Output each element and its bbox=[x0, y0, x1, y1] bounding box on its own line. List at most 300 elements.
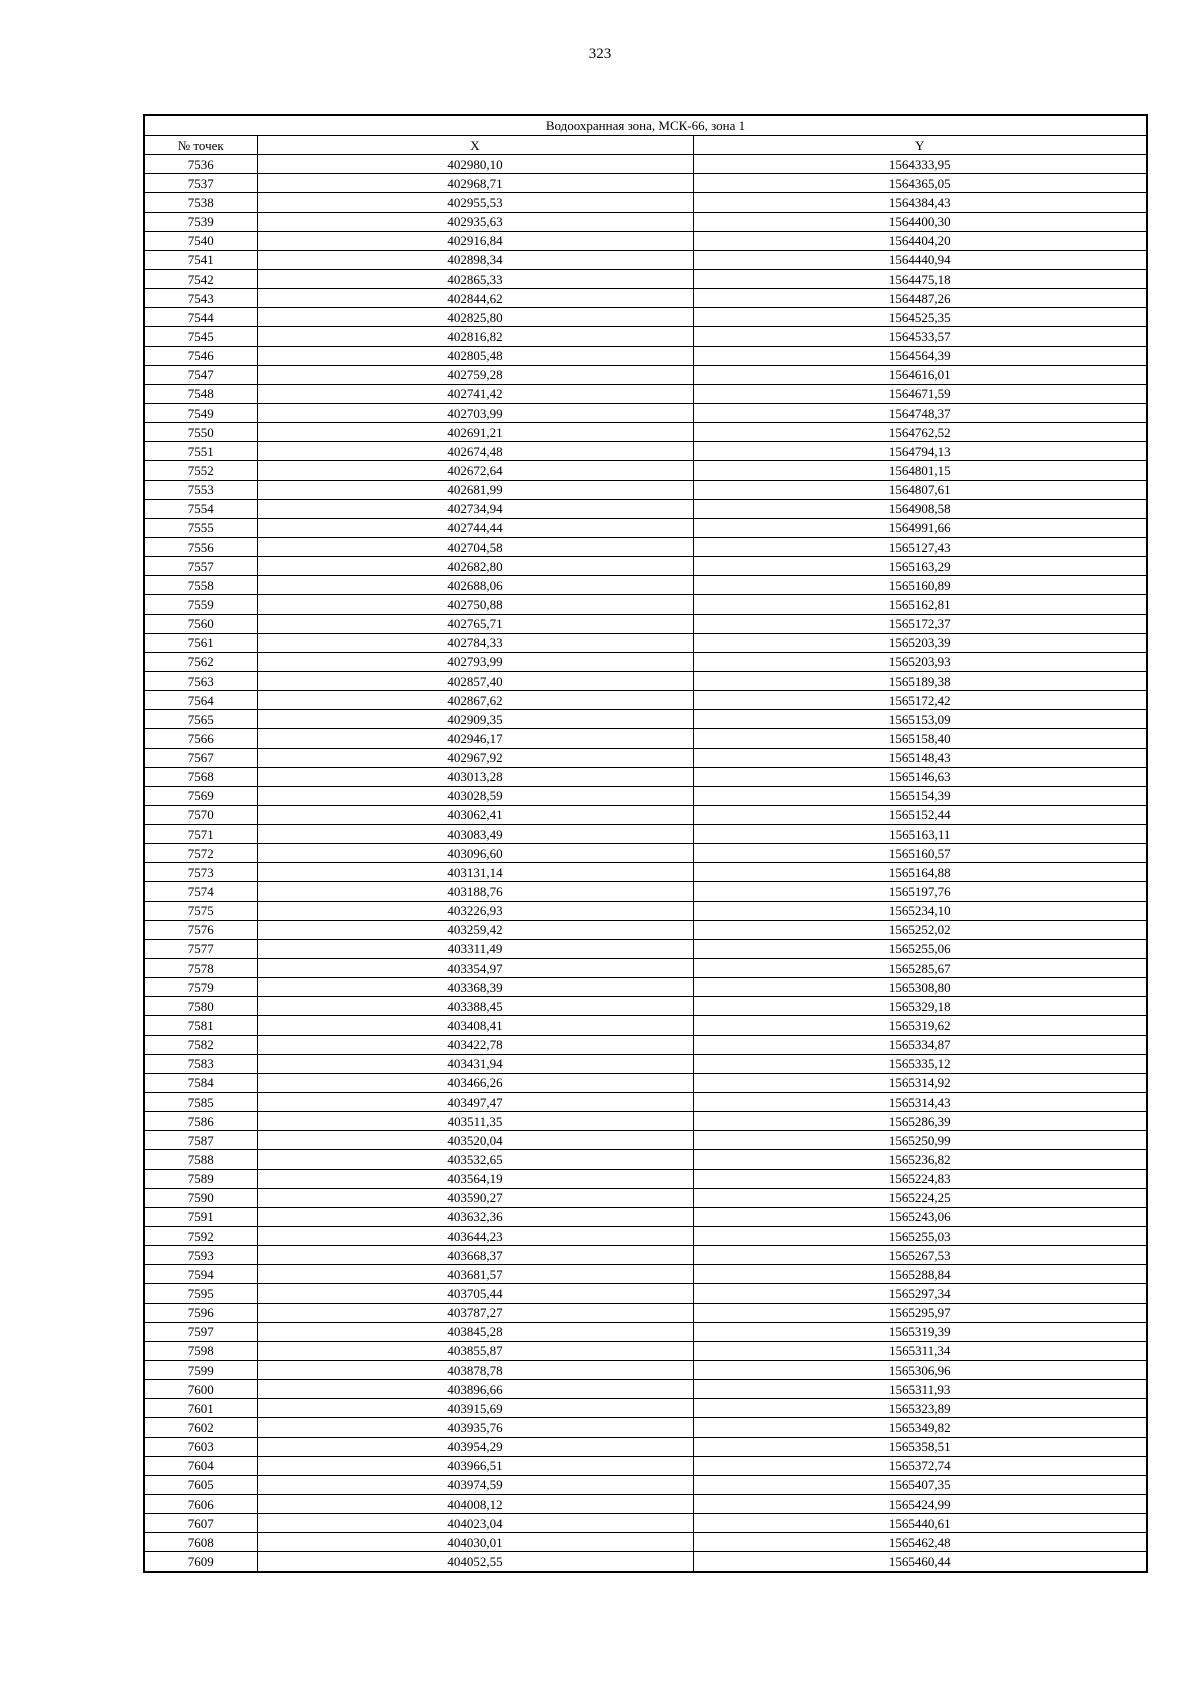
table-row bbox=[144, 557, 1147, 576]
y-coordinate-cell: 1565349,82 bbox=[693, 1418, 1147, 1437]
y-coordinate-cell: 1565255,06 bbox=[693, 939, 1147, 958]
x-coordinate-cell: 402946,17 bbox=[257, 729, 693, 748]
x-coordinate-cell: 402967,92 bbox=[257, 748, 693, 767]
header-y: Y bbox=[693, 136, 1147, 155]
y-coordinate-cell: 1564671,59 bbox=[693, 384, 1147, 403]
y-coordinate-cell: 1565372,74 bbox=[693, 1456, 1147, 1475]
table-row bbox=[144, 1169, 1147, 1188]
x-coordinate-cell: 402744,44 bbox=[257, 518, 693, 537]
point-number-cell: 7579 bbox=[144, 978, 257, 997]
y-coordinate-cell: 1564807,61 bbox=[693, 480, 1147, 499]
point-number-cell: 7600 bbox=[144, 1380, 257, 1399]
point-number-cell: 7538 bbox=[144, 193, 257, 212]
x-coordinate-cell: 403013,28 bbox=[257, 767, 693, 786]
y-coordinate-cell: 1565153,09 bbox=[693, 710, 1147, 729]
point-number-cell: 7562 bbox=[144, 652, 257, 671]
y-coordinate-cell: 1565335,12 bbox=[693, 1054, 1147, 1073]
point-number-cell: 7565 bbox=[144, 710, 257, 729]
point-number-cell: 7568 bbox=[144, 767, 257, 786]
point-number-cell: 7548 bbox=[144, 384, 257, 403]
y-coordinate-cell: 1565158,40 bbox=[693, 729, 1147, 748]
y-coordinate-cell: 1564333,95 bbox=[693, 155, 1147, 174]
table-row bbox=[144, 1035, 1147, 1054]
point-number-cell: 7541 bbox=[144, 250, 257, 269]
point-number-cell: 7587 bbox=[144, 1131, 257, 1150]
y-coordinate-cell: 1565127,43 bbox=[693, 537, 1147, 556]
table-row bbox=[144, 193, 1147, 212]
x-coordinate-cell: 403915,69 bbox=[257, 1399, 693, 1418]
point-number-cell: 7599 bbox=[144, 1361, 257, 1380]
table-row bbox=[144, 423, 1147, 442]
y-coordinate-cell: 1565252,02 bbox=[693, 920, 1147, 939]
table-caption: Водоохранная зона, МСК-66, зона 1 bbox=[144, 115, 1147, 136]
point-number-cell: 7580 bbox=[144, 997, 257, 1016]
y-coordinate-cell: 1565224,83 bbox=[693, 1169, 1147, 1188]
point-number-cell: 7554 bbox=[144, 499, 257, 518]
point-number-cell: 7608 bbox=[144, 1533, 257, 1552]
table-row bbox=[144, 1207, 1147, 1226]
y-coordinate-cell: 1565440,61 bbox=[693, 1514, 1147, 1533]
x-coordinate-cell: 402793,99 bbox=[257, 652, 693, 671]
point-number-cell: 7606 bbox=[144, 1494, 257, 1513]
point-number-cell: 7573 bbox=[144, 863, 257, 882]
point-number-cell: 7536 bbox=[144, 155, 257, 174]
table-row bbox=[144, 174, 1147, 193]
table-row bbox=[144, 1150, 1147, 1169]
point-number-cell: 7543 bbox=[144, 289, 257, 308]
table-row bbox=[144, 289, 1147, 308]
x-coordinate-cell: 403431,94 bbox=[257, 1054, 693, 1073]
header-point-number: № точек bbox=[144, 136, 257, 155]
y-coordinate-cell: 1565424,99 bbox=[693, 1494, 1147, 1513]
x-coordinate-cell: 403532,65 bbox=[257, 1150, 693, 1169]
table-row bbox=[144, 1380, 1147, 1399]
table-row bbox=[144, 1112, 1147, 1131]
table-row bbox=[144, 1322, 1147, 1341]
y-coordinate-cell: 1565152,44 bbox=[693, 805, 1147, 824]
table-row bbox=[144, 1399, 1147, 1418]
table-row bbox=[144, 1361, 1147, 1380]
x-coordinate-cell: 403974,59 bbox=[257, 1475, 693, 1494]
point-number-cell: 7571 bbox=[144, 825, 257, 844]
table-row bbox=[144, 729, 1147, 748]
table-row bbox=[144, 805, 1147, 824]
y-coordinate-cell: 1565319,39 bbox=[693, 1322, 1147, 1341]
table-row bbox=[144, 671, 1147, 690]
table-row bbox=[144, 1016, 1147, 1035]
y-coordinate-cell: 1565311,93 bbox=[693, 1380, 1147, 1399]
point-number-cell: 7563 bbox=[144, 671, 257, 690]
table-row bbox=[144, 1093, 1147, 1112]
x-coordinate-cell: 404008,12 bbox=[257, 1494, 693, 1513]
y-coordinate-cell: 1565163,11 bbox=[693, 825, 1147, 844]
x-coordinate-cell: 403564,19 bbox=[257, 1169, 693, 1188]
table-row bbox=[144, 825, 1147, 844]
y-coordinate-cell: 1564487,26 bbox=[693, 289, 1147, 308]
y-coordinate-cell: 1565243,06 bbox=[693, 1207, 1147, 1226]
table-row bbox=[144, 1054, 1147, 1073]
x-coordinate-cell: 403845,28 bbox=[257, 1322, 693, 1341]
x-coordinate-cell: 403062,41 bbox=[257, 805, 693, 824]
point-number-cell: 7591 bbox=[144, 1207, 257, 1226]
table-row bbox=[144, 346, 1147, 365]
x-coordinate-cell: 402865,33 bbox=[257, 269, 693, 288]
x-coordinate-cell: 402759,28 bbox=[257, 365, 693, 384]
x-coordinate-cell: 403354,97 bbox=[257, 959, 693, 978]
y-coordinate-cell: 1565164,88 bbox=[693, 863, 1147, 882]
point-number-cell: 7596 bbox=[144, 1303, 257, 1322]
y-coordinate-cell: 1564440,94 bbox=[693, 250, 1147, 269]
x-coordinate-cell: 403311,49 bbox=[257, 939, 693, 958]
table-row bbox=[144, 308, 1147, 327]
table-row bbox=[144, 537, 1147, 556]
table-row bbox=[144, 844, 1147, 863]
point-number-cell: 7537 bbox=[144, 174, 257, 193]
table-row bbox=[144, 1494, 1147, 1513]
x-coordinate-cell: 403422,78 bbox=[257, 1035, 693, 1054]
y-coordinate-cell: 1565224,25 bbox=[693, 1188, 1147, 1207]
point-number-cell: 7578 bbox=[144, 959, 257, 978]
table-row bbox=[144, 1341, 1147, 1360]
x-coordinate-cell: 403668,37 bbox=[257, 1246, 693, 1265]
y-coordinate-cell: 1565319,62 bbox=[693, 1016, 1147, 1035]
x-coordinate-cell: 403954,29 bbox=[257, 1437, 693, 1456]
table-row bbox=[144, 155, 1147, 174]
table-row bbox=[144, 269, 1147, 288]
table-row bbox=[144, 633, 1147, 652]
point-number-cell: 7561 bbox=[144, 633, 257, 652]
x-coordinate-cell: 402691,21 bbox=[257, 423, 693, 442]
table-row bbox=[144, 959, 1147, 978]
y-coordinate-cell: 1565236,82 bbox=[693, 1150, 1147, 1169]
point-number-cell: 7588 bbox=[144, 1150, 257, 1169]
x-coordinate-cell: 403966,51 bbox=[257, 1456, 693, 1475]
y-coordinate-cell: 1565162,81 bbox=[693, 595, 1147, 614]
y-coordinate-cell: 1565163,29 bbox=[693, 557, 1147, 576]
x-coordinate-cell: 403466,26 bbox=[257, 1073, 693, 1092]
y-coordinate-cell: 1564762,52 bbox=[693, 423, 1147, 442]
x-coordinate-cell: 403705,44 bbox=[257, 1284, 693, 1303]
x-coordinate-cell: 402682,80 bbox=[257, 557, 693, 576]
point-number-cell: 7540 bbox=[144, 231, 257, 250]
x-coordinate-cell: 403368,39 bbox=[257, 978, 693, 997]
point-number-cell: 7577 bbox=[144, 939, 257, 958]
table-row bbox=[144, 365, 1147, 384]
table-row bbox=[144, 595, 1147, 614]
point-number-cell: 7542 bbox=[144, 269, 257, 288]
point-number-cell: 7601 bbox=[144, 1399, 257, 1418]
y-coordinate-cell: 1565295,97 bbox=[693, 1303, 1147, 1322]
y-coordinate-cell: 1565308,80 bbox=[693, 978, 1147, 997]
point-number-cell: 7598 bbox=[144, 1341, 257, 1360]
x-coordinate-cell: 403226,93 bbox=[257, 901, 693, 920]
y-coordinate-cell: 1564564,39 bbox=[693, 346, 1147, 365]
y-coordinate-cell: 1564400,30 bbox=[693, 212, 1147, 231]
point-number-cell: 7597 bbox=[144, 1322, 257, 1341]
point-number-cell: 7564 bbox=[144, 691, 257, 710]
table-row bbox=[144, 748, 1147, 767]
y-coordinate-cell: 1565148,43 bbox=[693, 748, 1147, 767]
point-number-cell: 7576 bbox=[144, 920, 257, 939]
x-coordinate-cell: 402844,62 bbox=[257, 289, 693, 308]
y-coordinate-cell: 1565462,48 bbox=[693, 1533, 1147, 1552]
y-coordinate-cell: 1565311,34 bbox=[693, 1341, 1147, 1360]
x-coordinate-cell: 402784,33 bbox=[257, 633, 693, 652]
point-number-cell: 7592 bbox=[144, 1227, 257, 1246]
y-coordinate-cell: 1565189,38 bbox=[693, 671, 1147, 690]
point-number-cell: 7569 bbox=[144, 786, 257, 805]
point-number-cell: 7559 bbox=[144, 595, 257, 614]
y-coordinate-cell: 1564794,13 bbox=[693, 442, 1147, 461]
table-row bbox=[144, 939, 1147, 958]
x-coordinate-cell: 402674,48 bbox=[257, 442, 693, 461]
x-coordinate-cell: 403083,49 bbox=[257, 825, 693, 844]
point-number-cell: 7607 bbox=[144, 1514, 257, 1533]
table-row bbox=[144, 652, 1147, 671]
point-number-cell: 7557 bbox=[144, 557, 257, 576]
x-coordinate-cell: 402765,71 bbox=[257, 614, 693, 633]
x-coordinate-cell: 402805,48 bbox=[257, 346, 693, 365]
y-coordinate-cell: 1565160,89 bbox=[693, 576, 1147, 595]
y-coordinate-cell: 1565172,37 bbox=[693, 614, 1147, 633]
point-number-cell: 7590 bbox=[144, 1188, 257, 1207]
table-row bbox=[144, 1552, 1147, 1572]
x-coordinate-cell: 403388,45 bbox=[257, 997, 693, 1016]
table-row bbox=[144, 920, 1147, 939]
x-coordinate-cell: 403520,04 bbox=[257, 1131, 693, 1150]
x-coordinate-cell: 402857,40 bbox=[257, 671, 693, 690]
y-coordinate-cell: 1565250,99 bbox=[693, 1131, 1147, 1150]
point-number-cell: 7604 bbox=[144, 1456, 257, 1475]
point-number-cell: 7545 bbox=[144, 327, 257, 346]
x-coordinate-cell: 403632,36 bbox=[257, 1207, 693, 1226]
x-coordinate-cell: 404030,01 bbox=[257, 1533, 693, 1552]
x-coordinate-cell: 403681,57 bbox=[257, 1265, 693, 1284]
point-number-cell: 7586 bbox=[144, 1112, 257, 1131]
y-coordinate-cell: 1564525,35 bbox=[693, 308, 1147, 327]
y-coordinate-cell: 1565460,44 bbox=[693, 1552, 1147, 1572]
x-coordinate-cell: 402980,10 bbox=[257, 155, 693, 174]
y-coordinate-cell: 1565234,10 bbox=[693, 901, 1147, 920]
point-number-cell: 7550 bbox=[144, 423, 257, 442]
y-coordinate-cell: 1565146,63 bbox=[693, 767, 1147, 786]
x-coordinate-cell: 403787,27 bbox=[257, 1303, 693, 1322]
table-row bbox=[144, 882, 1147, 901]
table-row bbox=[144, 710, 1147, 729]
y-coordinate-cell: 1564404,20 bbox=[693, 231, 1147, 250]
x-coordinate-cell: 404023,04 bbox=[257, 1514, 693, 1533]
point-number-cell: 7552 bbox=[144, 461, 257, 480]
point-number-cell: 7555 bbox=[144, 518, 257, 537]
table-row bbox=[144, 327, 1147, 346]
table-row bbox=[144, 978, 1147, 997]
table-row bbox=[144, 1303, 1147, 1322]
y-coordinate-cell: 1564616,01 bbox=[693, 365, 1147, 384]
y-coordinate-cell: 1565286,39 bbox=[693, 1112, 1147, 1131]
point-number-cell: 7560 bbox=[144, 614, 257, 633]
table-row bbox=[144, 997, 1147, 1016]
point-number-cell: 7584 bbox=[144, 1073, 257, 1092]
table-row bbox=[144, 480, 1147, 499]
x-coordinate-cell: 402681,99 bbox=[257, 480, 693, 499]
y-coordinate-cell: 1565323,89 bbox=[693, 1399, 1147, 1418]
table-row bbox=[144, 863, 1147, 882]
table-caption-row bbox=[144, 115, 1147, 136]
table-row bbox=[144, 1188, 1147, 1207]
point-number-cell: 7553 bbox=[144, 480, 257, 499]
table-row bbox=[144, 1284, 1147, 1303]
table-row bbox=[144, 691, 1147, 710]
x-coordinate-cell: 403590,27 bbox=[257, 1188, 693, 1207]
point-number-cell: 7589 bbox=[144, 1169, 257, 1188]
table-header-row bbox=[144, 136, 1147, 155]
point-number-cell: 7603 bbox=[144, 1437, 257, 1456]
y-coordinate-cell: 1565285,67 bbox=[693, 959, 1147, 978]
point-number-cell: 7583 bbox=[144, 1054, 257, 1073]
point-number-cell: 7574 bbox=[144, 882, 257, 901]
table-row bbox=[144, 1246, 1147, 1265]
point-number-cell: 7546 bbox=[144, 346, 257, 365]
y-coordinate-cell: 1564533,57 bbox=[693, 327, 1147, 346]
table-row bbox=[144, 250, 1147, 269]
point-number-cell: 7547 bbox=[144, 365, 257, 384]
y-coordinate-cell: 1565267,53 bbox=[693, 1246, 1147, 1265]
y-coordinate-cell: 1564384,43 bbox=[693, 193, 1147, 212]
table-row bbox=[144, 461, 1147, 480]
x-coordinate-cell: 402688,06 bbox=[257, 576, 693, 595]
point-number-cell: 7595 bbox=[144, 1284, 257, 1303]
table-row bbox=[144, 1227, 1147, 1246]
y-coordinate-cell: 1565255,03 bbox=[693, 1227, 1147, 1246]
x-coordinate-cell: 403408,41 bbox=[257, 1016, 693, 1035]
table-row bbox=[144, 1475, 1147, 1494]
x-coordinate-cell: 402867,62 bbox=[257, 691, 693, 710]
table-row bbox=[144, 1533, 1147, 1552]
table-row bbox=[144, 518, 1147, 537]
table-row bbox=[144, 1073, 1147, 1092]
x-coordinate-cell: 402916,84 bbox=[257, 231, 693, 250]
table-row bbox=[144, 1437, 1147, 1456]
x-coordinate-cell: 403855,87 bbox=[257, 1341, 693, 1360]
point-number-cell: 7575 bbox=[144, 901, 257, 920]
y-coordinate-cell: 1564748,37 bbox=[693, 403, 1147, 422]
x-coordinate-cell: 403497,47 bbox=[257, 1093, 693, 1112]
point-number-cell: 7581 bbox=[144, 1016, 257, 1035]
x-coordinate-cell: 403028,59 bbox=[257, 786, 693, 805]
x-coordinate-cell: 402750,88 bbox=[257, 595, 693, 614]
point-number-cell: 7594 bbox=[144, 1265, 257, 1284]
y-coordinate-cell: 1565297,34 bbox=[693, 1284, 1147, 1303]
point-number-cell: 7593 bbox=[144, 1246, 257, 1265]
y-coordinate-cell: 1565314,92 bbox=[693, 1073, 1147, 1092]
table-row bbox=[144, 499, 1147, 518]
point-number-cell: 7602 bbox=[144, 1418, 257, 1437]
table-row bbox=[144, 212, 1147, 231]
point-number-cell: 7544 bbox=[144, 308, 257, 327]
point-number-cell: 7566 bbox=[144, 729, 257, 748]
point-number-cell: 7556 bbox=[144, 537, 257, 556]
x-coordinate-cell: 403096,60 bbox=[257, 844, 693, 863]
y-coordinate-cell: 1565314,43 bbox=[693, 1093, 1147, 1112]
point-number-cell: 7572 bbox=[144, 844, 257, 863]
x-coordinate-cell: 402955,53 bbox=[257, 193, 693, 212]
x-coordinate-cell: 403896,66 bbox=[257, 1380, 693, 1399]
y-coordinate-cell: 1564475,18 bbox=[693, 269, 1147, 288]
point-number-cell: 7570 bbox=[144, 805, 257, 824]
x-coordinate-cell: 402704,58 bbox=[257, 537, 693, 556]
x-coordinate-cell: 403188,76 bbox=[257, 882, 693, 901]
table-row bbox=[144, 786, 1147, 805]
x-coordinate-cell: 402935,63 bbox=[257, 212, 693, 231]
table-row bbox=[144, 231, 1147, 250]
table-row bbox=[144, 614, 1147, 633]
y-coordinate-cell: 1564908,58 bbox=[693, 499, 1147, 518]
table-row bbox=[144, 403, 1147, 422]
point-number-cell: 7551 bbox=[144, 442, 257, 461]
y-coordinate-cell: 1565160,57 bbox=[693, 844, 1147, 863]
x-coordinate-cell: 403935,76 bbox=[257, 1418, 693, 1437]
y-coordinate-cell: 1565358,51 bbox=[693, 1437, 1147, 1456]
table-row bbox=[144, 1131, 1147, 1150]
y-coordinate-cell: 1565203,39 bbox=[693, 633, 1147, 652]
y-coordinate-cell: 1565407,35 bbox=[693, 1475, 1147, 1494]
y-coordinate-cell: 1565197,76 bbox=[693, 882, 1147, 901]
table-row bbox=[144, 384, 1147, 403]
x-coordinate-cell: 402816,82 bbox=[257, 327, 693, 346]
table-row bbox=[144, 1265, 1147, 1284]
x-coordinate-cell: 402909,35 bbox=[257, 710, 693, 729]
point-number-cell: 7539 bbox=[144, 212, 257, 231]
x-coordinate-cell: 402968,71 bbox=[257, 174, 693, 193]
x-coordinate-cell: 402825,80 bbox=[257, 308, 693, 327]
table-row bbox=[144, 442, 1147, 461]
x-coordinate-cell: 402734,94 bbox=[257, 499, 693, 518]
header-x: X bbox=[257, 136, 693, 155]
y-coordinate-cell: 1565203,93 bbox=[693, 652, 1147, 671]
point-number-cell: 7605 bbox=[144, 1475, 257, 1494]
point-number-cell: 7567 bbox=[144, 748, 257, 767]
point-number-cell: 7558 bbox=[144, 576, 257, 595]
x-coordinate-cell: 402672,64 bbox=[257, 461, 693, 480]
x-coordinate-cell: 403259,42 bbox=[257, 920, 693, 939]
x-coordinate-cell: 403511,35 bbox=[257, 1112, 693, 1131]
y-coordinate-cell: 1565288,84 bbox=[693, 1265, 1147, 1284]
table-row bbox=[144, 1418, 1147, 1437]
x-coordinate-cell: 403644,23 bbox=[257, 1227, 693, 1246]
point-number-cell: 7582 bbox=[144, 1035, 257, 1054]
table-row bbox=[144, 1514, 1147, 1533]
x-coordinate-cell: 403131,14 bbox=[257, 863, 693, 882]
table-row bbox=[144, 576, 1147, 595]
table-body bbox=[144, 155, 1147, 1572]
page-number: 323 bbox=[588, 46, 612, 62]
x-coordinate-cell: 402741,42 bbox=[257, 384, 693, 403]
y-coordinate-cell: 1565306,96 bbox=[693, 1361, 1147, 1380]
point-number-cell: 7549 bbox=[144, 403, 257, 422]
point-number-cell: 7609 bbox=[144, 1552, 257, 1572]
y-coordinate-cell: 1565329,18 bbox=[693, 997, 1147, 1016]
x-coordinate-cell: 404052,55 bbox=[257, 1552, 693, 1572]
y-coordinate-cell: 1564365,05 bbox=[693, 174, 1147, 193]
table-row bbox=[144, 901, 1147, 920]
x-coordinate-cell: 402703,99 bbox=[257, 403, 693, 422]
coordinates-table bbox=[143, 114, 1148, 1573]
y-coordinate-cell: 1564801,15 bbox=[693, 461, 1147, 480]
x-coordinate-cell: 403878,78 bbox=[257, 1361, 693, 1380]
y-coordinate-cell: 1565172,42 bbox=[693, 691, 1147, 710]
x-coordinate-cell: 402898,34 bbox=[257, 250, 693, 269]
y-coordinate-cell: 1565334,87 bbox=[693, 1035, 1147, 1054]
